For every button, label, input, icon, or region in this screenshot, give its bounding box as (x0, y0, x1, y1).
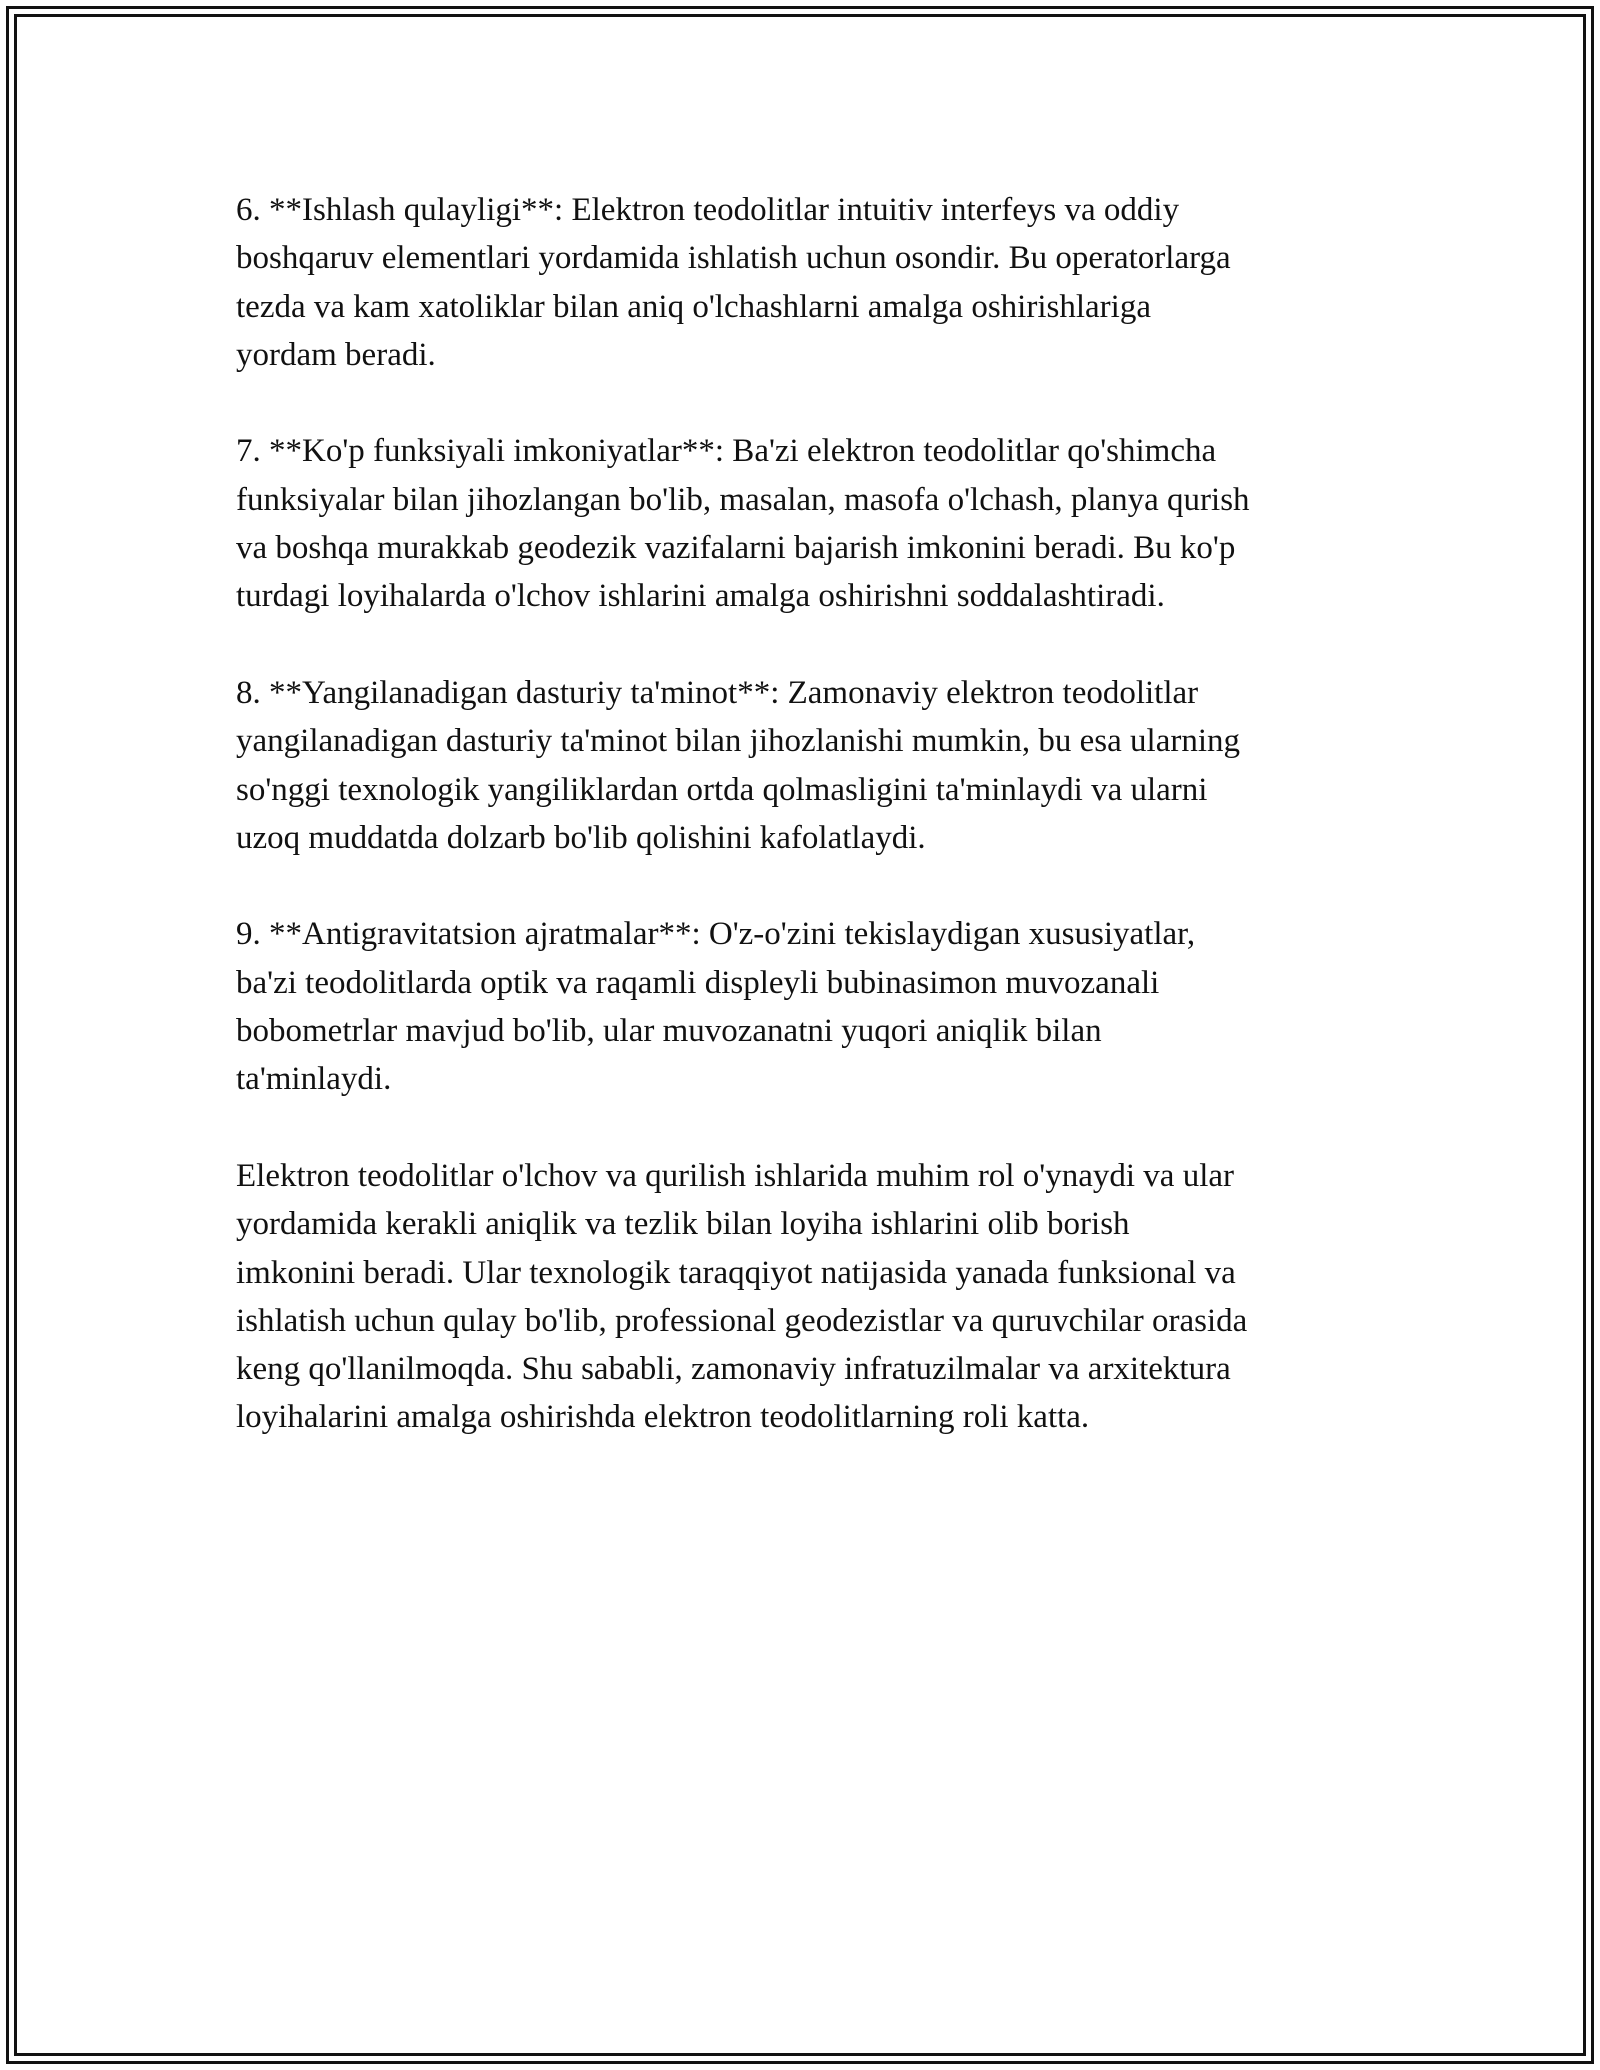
paragraph-item-9: 9. **Antigravitatsion ajratmalar**: O'z-o'zini tekislaydigan xususiyatlar, ba'zi teodolitlarda optik va raqamli displeyli bubinasimon muvozanali bobometrlar mavjud bo'lib, ular muvozanatni yuqori aniqlik bilan ta'minlaydi. (236, 916, 1196, 1098)
paragraph-item-7: 7. **Ko'p funksiyali imkoniyatlar**: Ba'zi elektron teodolitlar qo'shimcha funksiyalar bilan jihozlangan bo'lib, masalan, masofa o'lchash, planya qurish va boshqa murakkab geodezik vazifalarni bajarish imkonini beradi. Bu ko'p turdagi loyihalarda o'lchov ishlarini amalga oshirishni soddalashtiradi. (236, 433, 1250, 615)
paragraph-item-6: 6. **Ishlash qulayligi**: Elektron teodolitlar intuitiv interfeys va oddiy boshqaruv elementlari yordamida ishlatish uchun osondir. Bu operatorlarga tezda va kam xatoliklar bilan aniq o'lchashlarni amalga oshirishlariga yordam beradi. (236, 192, 1231, 373)
paragraph-item-8: 8. **Yangilanadigan dasturiy ta'minot**: Zamonaviy elektron teodolitlar yangilanadigan dasturiy ta'minot bilan jihozlanishi mumkin, bu esa ularning so'nggi texnologik yangiliklardan ortda qolmasligini ta'minlaydi va ularni uzoq muddatda dolzarb bo'lib qolishini kafolatlaydi. (236, 674, 1241, 856)
paragraph-conclusion: Elektron teodolitlar o'lchov va qurilish ishlarida muhim rol o'ynaydi va ular yordamida kerakli aniqlik va tezlik bilan loyiha ishlarini olib borish imkonini beradi. Ular texnologik taraqqiyot natijasida yanada funksional va ishlatish uchun qulay bo'lib, professional geodezistlar va quruvchilar orasida keng qo'llanilmoqda. Shu sababli, zamonaviy infratuzilmalar va arxitektura loyihalarini amalga oshirishda elektron teodolitlarning roli katta. (236, 1157, 1248, 1436)
document-body (236, 186, 1366, 1490)
